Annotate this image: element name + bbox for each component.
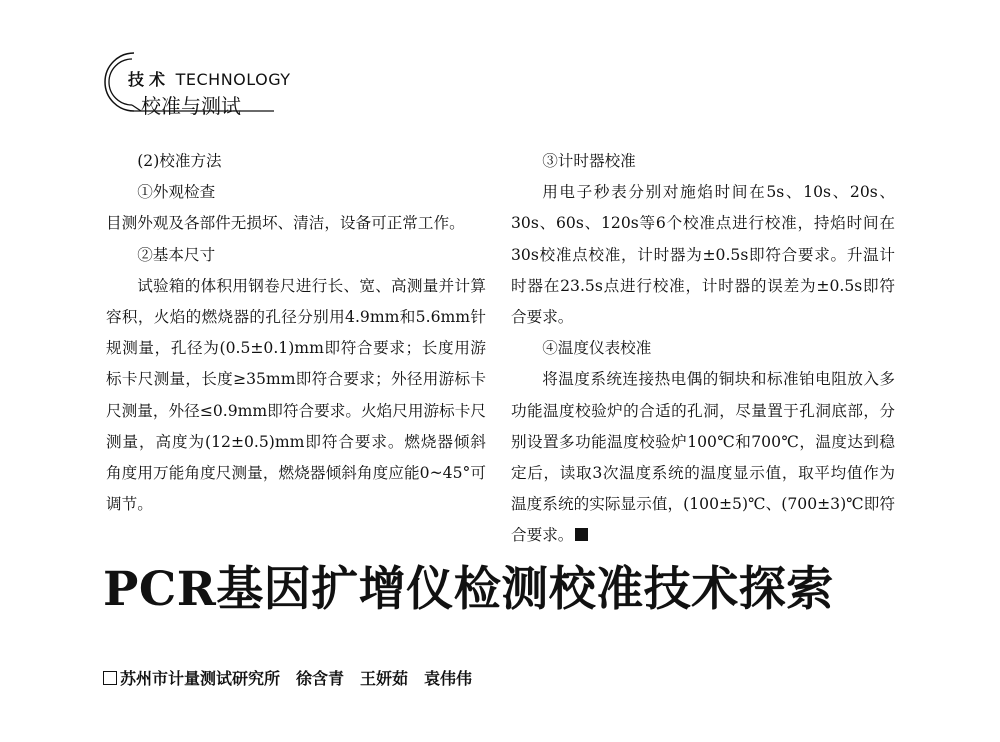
calibration-method-heading: (2)校准方法 [137,152,222,170]
appearance-check-heading: ①外观检查 [137,183,216,202]
section-category-cn: 技术 [128,70,171,89]
temperature-calibration-text: 将温度系统连接热电偶的铜块和标准铂电阻放入多功能温度校验炉的合适的孔洞，尽量置于孔洞底部，分别设置多功能温度校验炉100℃和700℃，温度达到稳定后，读取3次温度系统的温度显示值，取平均值作为温度系统的实际显示值，(100±5)℃、(700±3)℃即符合要求。 [511,370,895,545]
timer-calibration-heading: ③计时器校准 [542,152,636,170]
author-line [103,666,472,689]
basic-dimension-heading: ②基本尺寸 [137,245,216,264]
article-title: PCR基因扩增仪检测校准技术探索 [103,562,834,617]
appearance-check-text: 目测外观及各部件无损坏、清洁，设备可正常工作。 [106,214,465,233]
end-of-article-icon [575,528,588,541]
section-category-en: TECHNOLOGY [175,70,291,89]
section-category [128,67,291,90]
temperature-calibration-paragraph [511,364,895,551]
section-subcategory: 校准与测试 [141,94,241,118]
left-column [106,146,486,520]
right-column [511,146,895,552]
temperature-calibration-heading: ④温度仪表校准 [542,339,652,358]
timer-calibration-text: 用电子秒表分别对施焰时间在5s、10s、20s、30s、60s、120s等6个校准点进行校准，持焰时间在30s校准点校准，计时器为±0.5s即符合要求。升温计时器在23.5s点进行校准，计时器的误差为±0.5s即符合要求。 [511,183,895,327]
author-name: 王妍茹 [360,669,409,688]
affiliation: 苏州市计量测试研究所 [120,669,281,688]
author-name: 袁伟伟 [424,669,473,688]
author-name: 徐含青 [296,669,345,688]
square-bullet-icon [103,671,117,685]
section-header [104,48,344,118]
basic-dimension-text: 试验箱的体积用钢卷尺进行长、宽、高测量并计算容积，火焰的燃烧器的孔径分别用4.9mm和5.6mm针规测量，孔径为(0.5±0.1)mm即符合要求；长度用游标卡尺测量，长度≥35mm即符合要求；外径用游标卡尺测量，外径≤0.9mm即符合要求。火焰尺用游标卡尺测量，高度为(12±0.5)mm即符合要求。燃烧器倾斜角度用万能角度尺测量，燃烧器倾斜角度应能0~45°可调节。 [106,276,486,514]
